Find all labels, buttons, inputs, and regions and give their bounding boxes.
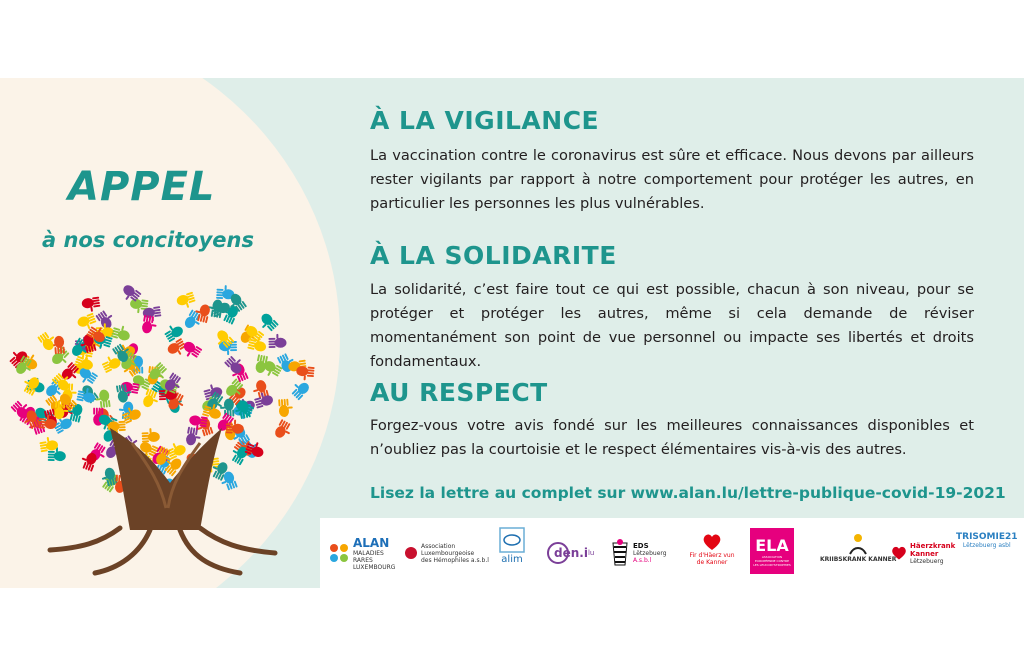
ribbon-figure-icon	[846, 532, 870, 556]
hand-leaf	[273, 419, 294, 442]
partner-logos-strip	[320, 518, 1024, 588]
hand-leaf	[81, 297, 101, 313]
banner	[0, 78, 1024, 588]
hand-leaf	[180, 340, 203, 362]
heart-icon	[890, 544, 908, 562]
appel-title: APPEL	[68, 164, 216, 210]
hand-leaf	[141, 315, 158, 335]
zebra-icon	[610, 539, 630, 567]
eds-abbr: A.s.b.l	[633, 557, 652, 564]
logo-haerzkrank	[890, 532, 955, 574]
logo-coeur	[688, 532, 736, 574]
hand-leaf	[193, 302, 211, 323]
eds-sub: Lëtzebuerg	[633, 550, 667, 557]
appel-subtitle: à nos concitoyens	[42, 228, 254, 252]
alim-logo-icon	[498, 526, 526, 554]
haerzkrank-line1: Häerzkrank	[910, 541, 956, 550]
section-solidarite-title: À LA SOLIDARITE	[370, 241, 617, 270]
hand-leaf	[289, 378, 312, 401]
eds-name: EDS	[633, 542, 649, 550]
logo-ela	[750, 528, 794, 574]
trisomie-name: TRISOMIE21	[956, 532, 1018, 542]
ela-sub: ASSOCIATION EUROPÉENNE CONTRE LES LEUCODYSTROPHIES	[753, 554, 791, 567]
logo-trisomie21	[956, 532, 1018, 574]
coeur-sub: Fir d'Häerz vun de Kanner	[689, 552, 735, 566]
logo-alh	[404, 532, 489, 574]
section-solidarite-body: La solidarité, c’est faire tout ce qui est possible, chacun à son niveau, pour se protéger et protéger les autres, même si cela demande de réviser momentanément son point de vue personnel ou impacte ses libertés et droits fondamentaux.	[370, 281, 974, 370]
alh-line1: Association	[421, 542, 456, 550]
section-respect-title: AU RESPECT	[370, 378, 548, 407]
logo-alan	[328, 532, 401, 574]
alh-line2: Luxembourgeoise	[421, 549, 475, 557]
ela-name: ELA	[755, 535, 789, 555]
heart-figure-icon	[701, 532, 723, 552]
hand-leaf	[296, 366, 315, 382]
hand-leaf	[175, 292, 196, 311]
hand-leaf	[39, 436, 59, 453]
hand-leaf	[20, 373, 41, 396]
alim-name: alim	[501, 554, 523, 565]
alan-logo-icon	[328, 542, 350, 564]
alan-sub: MALADIES RARES LUXEMBOURG	[353, 549, 396, 571]
hand-leaf	[268, 334, 286, 348]
logo-deni	[546, 532, 594, 574]
logo-eds	[610, 532, 667, 574]
section-respect-body: Forgez-vous votre avis fondé sur les meilleures connaissances disponibles et n’oubliez pas la courtoisie et le respect élémentaires vis-à-vis des autres.	[370, 417, 974, 458]
alh-line3: des Hémophiles a.s.b.l	[421, 556, 489, 564]
trisomie-sub: Lëtzebuerg asbl	[962, 542, 1011, 549]
hand-leaf	[141, 388, 161, 410]
hand-leaf	[278, 398, 293, 417]
alh-logo-icon	[404, 546, 418, 560]
deni-name: den.i	[554, 546, 588, 560]
hand-leaf	[141, 428, 160, 443]
haerzkrank-line2: Kanner	[910, 549, 939, 558]
hands-tree-illustration	[0, 268, 320, 588]
section-vigilance-body: La vaccination contre le coronavirus est sûre et efficace. Nous devons par ailleurs rester vigilants par rapport à notre comportement pour protéger les autres, en particulier les personnes les plus vulnérables.	[370, 147, 974, 212]
hand-leaf	[165, 440, 187, 460]
tree-hand-leaves	[7, 283, 315, 498]
hand-leaf	[95, 389, 111, 409]
logo-kriibskrank	[820, 532, 896, 574]
kriibskrank-sub: KRIIBSKRANK KANNER	[820, 556, 897, 563]
hand-leaf	[95, 308, 117, 331]
haerzkrank-line3: Lëtzebuerg	[910, 557, 944, 565]
hand-leaf	[256, 312, 279, 335]
deni-suffix: lu	[587, 549, 595, 557]
alan-name: ALAN	[353, 535, 390, 550]
hand-leaf	[111, 323, 132, 341]
logo-alim	[498, 526, 526, 568]
cta-link-text[interactable]: Lisez la lettre au complet sur www.alan.lu/lettre-publique-covid-19-2021	[370, 484, 1006, 502]
section-vigilance-title: À LA VIGILANCE	[370, 106, 600, 135]
